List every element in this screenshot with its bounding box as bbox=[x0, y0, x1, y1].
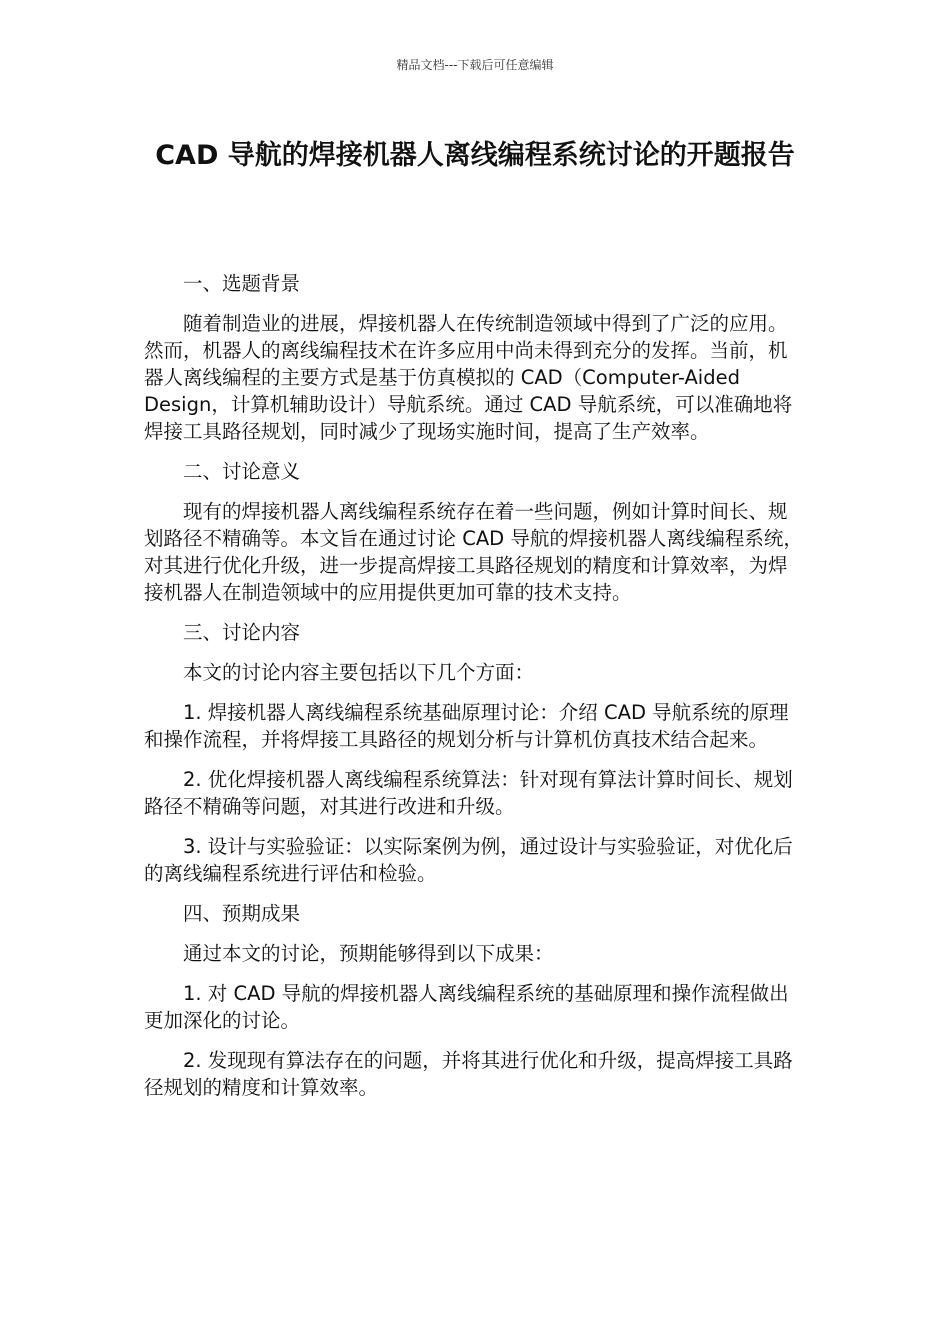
section-background bbox=[144, 270, 804, 445]
document-title: CAD 导航的焊接机器人离线编程系统讨论的开题报告 bbox=[155, 140, 795, 171]
paragraph: 通过本文的讨论，预期能够得到以下成果： bbox=[183, 942, 554, 965]
paragraph: 现有的焊接机器人离线编程系统存在着一些问题，例如计算时间长、规划路径不精确等。本文旨在通过讨论 CAD 导航的焊接机器人离线编程系统，对其进行优化升级，进一步提高焊接工具路径规划的精度和计算效率，为焊接机器人在制造领域中的应用提供更加可靠的技术支持。 bbox=[144, 500, 803, 604]
section-heading: 二、讨论意义 bbox=[183, 460, 301, 483]
list-item: 2. 优化焊接机器人离线编程系统算法：针对现有算法计算时间长、规划路径不精确等问题，对其进行改进和升级。 bbox=[144, 768, 793, 818]
list-item: 1. 对 CAD 导航的焊接机器人离线编程系统的基础原理和操作流程做出更加深化的讨论。 bbox=[144, 982, 789, 1032]
paragraph: 随着制造业的进展，焊接机器人在传统制造领域中得到了广泛的应用。然而，机器人的离线编程技术在许多应用中尚未得到充分的发挥。当前，机器人离线编程的主要方式是基于仿真模拟的 CAD（Computer-Aided Design，计算机辅助设计）导航系统。通过 CAD 导航系统，可以准确地将焊接工具路径规划，同时减少了现场实施时间，提高了生产效率。 bbox=[144, 312, 793, 443]
section-significance bbox=[144, 458, 804, 606]
page-header-note: 精品文档---下载后可任意编辑 bbox=[396, 58, 554, 72]
list-item: 2. 发现现有算法存在的问题，并将其进行优化和升级，提高焊接工具路径规划的精度和计算效率。 bbox=[144, 1049, 793, 1099]
list-item: 3. 设计与实验验证：以实际案例为例，通过设计与实验验证，对优化后的离线编程系统进行评估和检验。 bbox=[144, 835, 793, 885]
section-expected-results bbox=[144, 900, 804, 1101]
list-item: 1. 焊接机器人离线编程系统基础原理讨论：介绍 CAD 导航系统的原理和操作流程，并将焊接工具路径的规划分析与计算机仿真技术结合起来。 bbox=[144, 701, 789, 751]
section-heading: 三、讨论内容 bbox=[183, 621, 301, 644]
section-content bbox=[144, 619, 804, 887]
paragraph: 本文的讨论内容主要包括以下几个方面： bbox=[183, 661, 535, 684]
section-heading: 一、选题背景 bbox=[183, 272, 301, 295]
section-heading: 四、预期成果 bbox=[183, 902, 301, 925]
document-body bbox=[144, 270, 804, 1114]
